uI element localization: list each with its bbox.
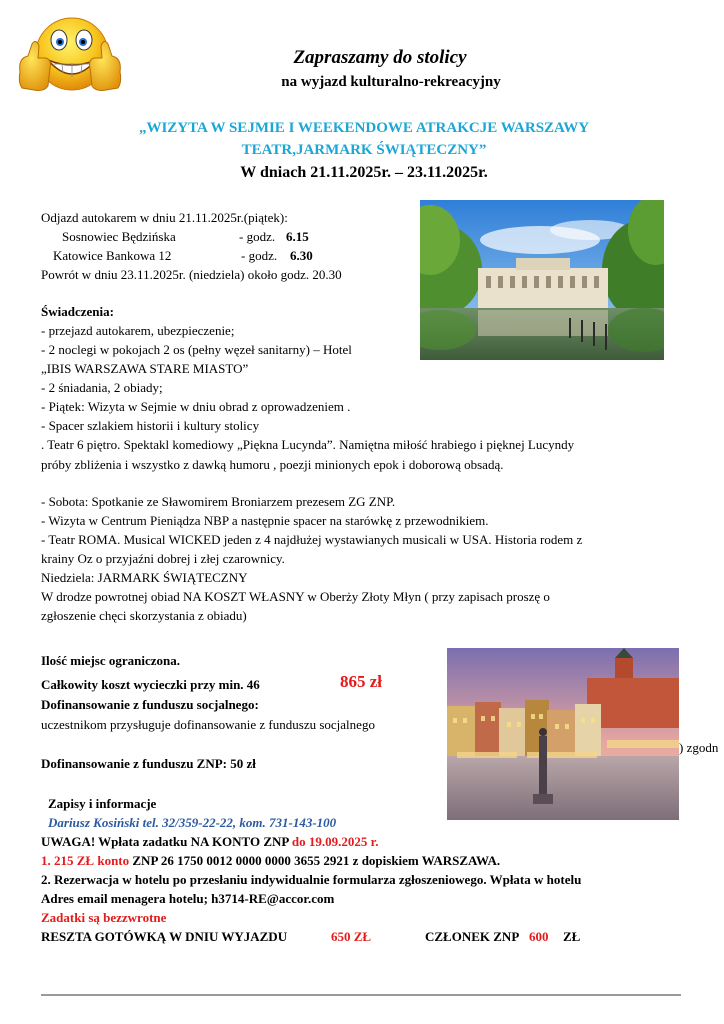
deposit-warning-text: UWAGA! Wpłata zadatku NA KONTO ZNP <box>41 834 292 849</box>
registration-heading: Zapisy i informacje <box>48 796 157 811</box>
departure-intro: Odjazd autokarem w dniu 21.11.2025r.(piątek): <box>41 210 288 225</box>
total-cost-price: 865 zł <box>340 672 383 691</box>
payment-step-1 <box>41 852 500 870</box>
service-item: Niedziela: JARMARK ŚWIĄTECZNY <box>41 570 248 585</box>
service-item: - 2 śniadania, 2 obiady; <box>41 380 163 395</box>
warsaw-old-town-photo <box>447 648 679 820</box>
deposit-warning <box>41 833 378 851</box>
member-amount: 600 <box>529 929 549 944</box>
stop-time: 6.15 <box>286 229 309 244</box>
event-title-line1: „WIZYTA W SEJMIE I WEEKENDOWE ATRAKCJE WARSZAWY <box>138 120 590 136</box>
deposit-deadline: do 19.09.2025 r. <box>291 834 379 849</box>
service-item: - Spacer szlakiem historii i kultury stolicy <box>41 418 260 433</box>
remaining-payment <box>41 928 581 946</box>
service-item: krainy Oz o przyjaźni dobrej i złej czarownicy. <box>41 551 285 566</box>
service-item: - Teatr ROMA. Musical WICKED jeden z 4 najdłużej wystawianych musicali w USA. Historia rodem z <box>41 532 583 547</box>
service-item: „IBIS WARSZAWA STARE MIASTO” <box>41 361 249 376</box>
footer-divider <box>41 994 681 996</box>
payment-step-2: 2. Rezerwacja w hotelu po przesłaniu indywidualnie formularza zgłoszeniowego. Wpłata w hotelu <box>41 872 582 887</box>
service-item: - Wizyta w Centrum Pieniądza NBP a następnie spacer na starówkę z przewodnikiem. <box>41 513 489 528</box>
services-heading: Świadczenia: <box>41 304 114 319</box>
service-item: zgłoszenie chęci skorzystania z obiadu) <box>41 608 247 623</box>
service-item: próby zbliżenia i wszystko z dawką humoru , poezji minionych epok i doborową obsadą. <box>41 457 504 472</box>
social-fund-text: uczestnikom przysługuje dofinansowanie z funduszu socjalnego <box>41 717 375 732</box>
page-subtitle: na wyjazd kulturalno-rekreacyjny <box>281 74 501 90</box>
social-fund-heading: Dofinansowanie z funduszu socjalnego: <box>41 697 259 712</box>
stop-place: Katowice Bankowa 12 <box>53 248 172 263</box>
service-item: - Sobota: Spotkanie ze Sławomirem Broniarzem prezesem ZG ZNP. <box>41 494 396 509</box>
member-currency: ZŁ <box>563 929 581 944</box>
event-dates: W dniach 21.11.2025r. – 23.11.2025r. <box>240 164 488 181</box>
member-label: CZŁONEK ZNP <box>425 929 520 944</box>
service-item: - 2 noclegi w pokojach 2 os (pełny węzeł sanitarny) – Hotel <box>41 342 352 357</box>
rest-amount: 650 ZŁ <box>331 929 372 944</box>
social-fund-overflow-text: ) zgodn <box>679 740 719 755</box>
znp-fund: Dofinansowanie z funduszu ZNP: 50 zł <box>41 756 256 771</box>
lazienki-palace-photo <box>420 200 664 360</box>
deposit-amount: 1. 215 ZŁ konto <box>41 853 130 868</box>
rest-label: RESZTA GOTÓWKĄ W DNIU WYJAZDU <box>41 929 288 944</box>
stop-time-label: - godz. <box>239 229 276 244</box>
return-info: Powrót w dniu 23.11.2025r. (niedziela) około godz. 20.30 <box>41 267 342 282</box>
service-item: . Teatr 6 piętro. Spektakl komediowy „Piękna Lucynda”. Namiętna miłość hrabiego i pięknej Lucyndy <box>41 437 575 452</box>
event-title-line2: TEATR,JARMARK ŚWIĄTECZNY” <box>241 142 487 158</box>
limited-seats: Ilość miejsc ograniczona. <box>41 653 181 668</box>
total-cost-label: Całkowity koszt wycieczki przy min. 46 <box>41 677 260 692</box>
contact-info: Dariusz Kosiński tel. 32/359-22-22, kom. 731-143-100 <box>48 815 337 830</box>
service-item: W drodze powrotnej obiad NA KOSZT WŁASNY w Oberży Złoty Młyn ( przy zapisach proszę o <box>41 589 550 604</box>
manager-email: Adres email menagera hotelu; h3714-RE@accor.com <box>41 891 335 906</box>
stop-time: 6.30 <box>290 248 313 263</box>
service-item: - przejazd autokarem, ubezpieczenie; <box>41 323 235 338</box>
bank-account: ZNP 26 1750 0012 0000 0000 3655 2921 z dopiskiem WARSZAWA. <box>129 853 501 868</box>
non-refundable-note: Zadatki są bezzwrotne <box>41 910 167 925</box>
page-title: Zapraszamy do stolicy <box>293 47 467 68</box>
service-item: - Piątek: Wizyta w Sejmie w dniu obrad z oprowadzeniem . <box>41 399 351 414</box>
stop-place: Sosnowiec Będzińska <box>62 229 176 244</box>
stop-time-label: - godz. <box>241 248 278 263</box>
